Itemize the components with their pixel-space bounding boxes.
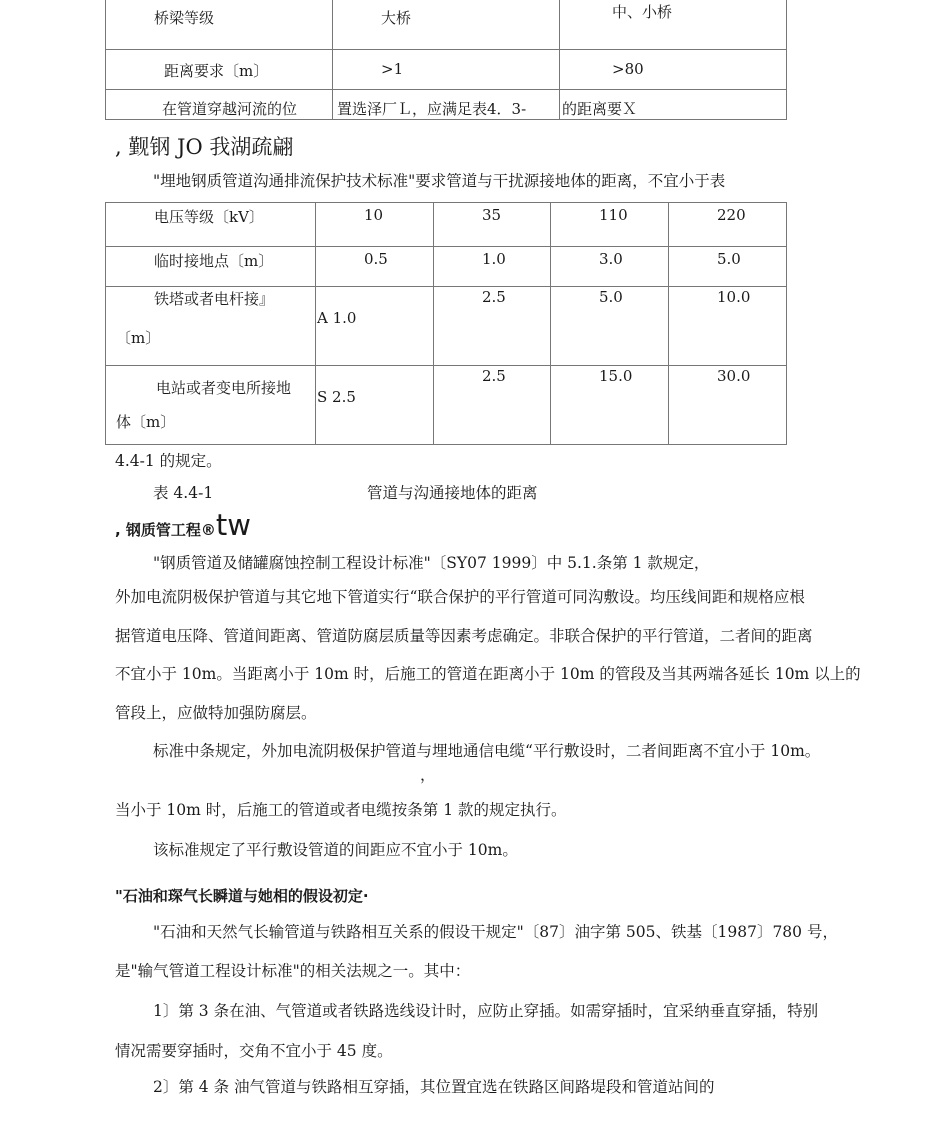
table-cell: 10: [316, 203, 434, 247]
table-cell: A 1.0: [316, 287, 434, 366]
voltage-distance-table: [105, 202, 787, 445]
section-heading: "石油和琛气长瞬道与她相的假设初定·: [115, 887, 369, 905]
stray-mark: ，: [420, 766, 436, 784]
table-cell: 中、小桥: [560, 0, 787, 50]
paragraph: "埋地钢质管道沟通排流保护技术标准"要求管道与干扰源接地体的距离，不宜小于表: [153, 172, 726, 190]
table-cell: 5.0: [551, 287, 669, 366]
table-cell: 桥梁等级: [106, 0, 333, 50]
table-caption-number: 表 4.4-1: [153, 484, 214, 502]
table-cell: 在管道穿越河流的位: [106, 90, 333, 120]
table-cell: 的距离要Ｘ: [560, 90, 787, 120]
paragraph: 据管道电压降、管道间距离、管道防腐层质量等因素考虑确定。非联合保护的平行管道，二者间的距离: [115, 627, 813, 645]
paragraph: 外加电流阴极保护管道与其它地下管道实行“联合保护的平行管道可同沟敷设。均压线间距和规格应根: [115, 588, 805, 606]
table-cell: 大桥: [333, 0, 560, 50]
paragraph: 当小于 10m 时，后施工的管道或者电缆按条第 1 款的规定执行。: [115, 801, 567, 819]
table-cell: 10.0: [669, 287, 787, 366]
table-cell: 铁塔或者电杆接』 〔m〕: [106, 287, 316, 366]
section-heading: , 觐钢 JO 我湖疏翩: [115, 135, 294, 159]
paragraph: "石油和天然气长输管道与铁路相互关系的假设干规定"〔87〕油字第 505、铁基〔1987〕780 号，: [153, 923, 838, 941]
table-cell: 110: [551, 203, 669, 247]
paragraph: 情况需要穿插时，交角不宜小于 45 度。: [115, 1042, 393, 1060]
paragraph: 管段上，应做特加强防腐层。: [115, 704, 317, 722]
paragraph: "钢质管道及储罐腐蚀控制工程设计标准"〔SY07 1999〕中 5.1.条第 1 款规定，: [153, 554, 710, 572]
paragraph: 该标准规定了平行敷设管道的间距应不宜小于 10m。: [153, 841, 518, 859]
table-cell: 距离要求〔m〕: [106, 50, 333, 90]
table-cell: 临时接地点〔m〕: [106, 247, 316, 287]
table-cell: 15.0: [551, 366, 669, 445]
table-cell: >80: [560, 50, 787, 90]
table-cell: 1.0: [434, 247, 551, 287]
paragraph: 2〕第 4 条 油气管道与铁路相互穿插，其位置宜选在铁路区间路堤段和管道站间的: [153, 1078, 715, 1096]
table-cell: S 2.5: [316, 366, 434, 445]
section-heading: , 钢质管工程®tw: [115, 508, 252, 542]
table-cell: 置选泽厂Ｌ，应满足表4．3-: [333, 90, 560, 120]
paragraph: 1〕第 3 条在油、气管道或者铁路选线设计时，应防止穿插。如需穿插时，宜采纳垂直穿插，特别: [153, 1002, 819, 1020]
table-cell: >1: [333, 50, 560, 90]
table-cell: 220: [669, 203, 787, 247]
table-note: 4.4-1 的规定。: [115, 452, 222, 470]
table-cell: 0.5: [316, 247, 434, 287]
table-cell: 电站或者变电所接地 体〔m〕: [106, 366, 316, 445]
table-cell: 2.5: [434, 366, 551, 445]
table-cell: 5.0: [669, 247, 787, 287]
table-cell: 电压等级〔kV〕: [106, 203, 316, 247]
paragraph: 不宜小于 10m。当距离小于 10m 时，后施工的管道在距离小于 10m 的管段及当其两端各延长 10m 以上的: [115, 665, 861, 683]
bridge-distance-table: [105, 0, 785, 118]
table-caption-title: 管道与沟通接地体的距离: [367, 484, 538, 502]
paragraph: 标准中条规定，外加电流阴极保护管道与埋地通信电缆“平行敷设时，二者间距离不宜小于 10m。: [153, 742, 821, 760]
table-cell: 2.5: [434, 287, 551, 366]
paragraph: 是"输气管道工程设计标准"的相关法规之一。其中：: [115, 962, 471, 980]
table-cell: 3.0: [551, 247, 669, 287]
table-cell: 30.0: [669, 366, 787, 445]
table-cell: 35: [434, 203, 551, 247]
